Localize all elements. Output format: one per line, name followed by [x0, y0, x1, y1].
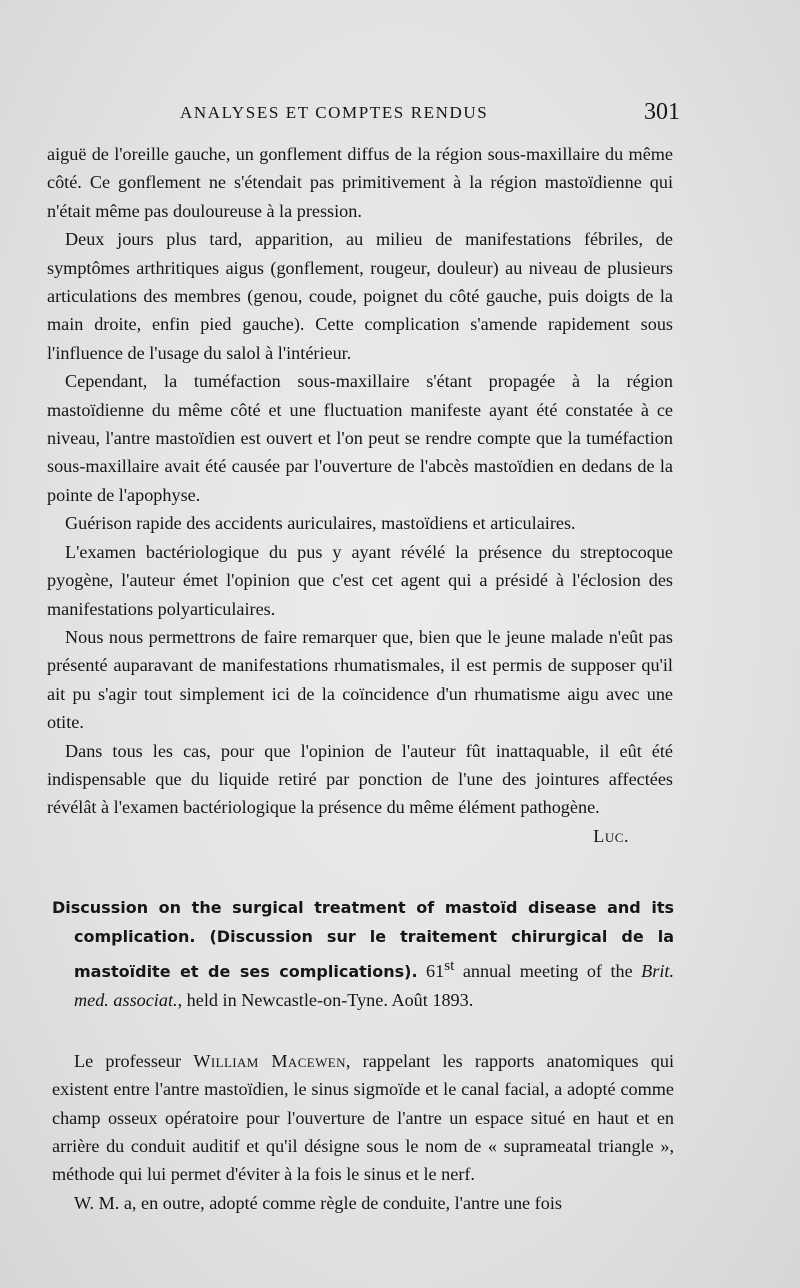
meeting-ordinal: st	[444, 956, 455, 974]
signature-line	[47, 822, 673, 850]
paragraph	[52, 1047, 674, 1189]
closing-paragraph	[47, 737, 673, 822]
paragraph-lead: Le professeur	[74, 1050, 182, 1071]
person-name: William Macewen	[193, 1050, 346, 1071]
meeting-text: annual meeting of the	[462, 960, 633, 981]
author-signature: Luc.	[593, 825, 629, 846]
page-header	[180, 99, 680, 133]
meeting-number: 61	[426, 960, 445, 981]
page-number: 301	[644, 99, 680, 125]
paragraph: Deux jours plus tard, apparition, au milieu de manifestations fébriles, de symptômes arthritiques aigus (gonflement, rougeur, douleur) au niveau de plusieurs articulations des membres (genou, coude, poignet du côté gauche, puis doigts de la main droite, enfin pied gauche). Cette complication s'amende rapidement sous l'influence de l'usage du salol à l'intérieur.	[47, 229, 673, 363]
paragraph: Cependant, la tuméfaction sous-maxillaire s'étant propagée à la région mastoïdienne du même côté et une fluctuation manifeste ayant été constatée à ce niveau, l'antre mastoïdien est ouvert et l'on peut se rendre compte que la tuméfaction sous-maxillaire avait été causée par l'ouverture de l'abcès mastoïdien en dedans de la pointe de l'apophyse.	[47, 371, 673, 505]
paragraph: Guérison rapide des accidents auriculaires, mastoïdiens et articulaires.	[65, 513, 576, 534]
reference-title: Discussion on the surgical treatment of mastoïd disease and its complication. (Discussion sur le traitement chirurgical de la mastoïdite et de ses complications).	[52, 898, 674, 981]
reference-heading	[52, 893, 674, 1015]
review-continuation	[47, 140, 673, 850]
running-title: ANALYSES ET COMPTES RENDUS	[180, 103, 489, 122]
paragraph: aiguë de l'oreille gauche, un gonflement diffus de la région sous-maxillaire du même côté. Ce gonflement ne s'étendait pas primitivement à la région mastoïdienne qui n'était même pas douloureuse à la pression.	[47, 144, 673, 221]
paragraph-text: , rappelant les rapports anatomiques qui existent entre l'antre mastoïdien, le sinus sigmoïde et le canal facial, a adopté comme champ osseux opératoire pour l'ouverture de l'antre un espace situé en haut et en arrière du conduit auditif et qu'il désigne sous le nom de « suprameatal triangle », méthode qui lui permet d'éviter à la fois le sinus et le nerf.	[52, 1050, 674, 1185]
review-body	[52, 1047, 674, 1217]
paragraph: Nous nous permettrons de faire remarquer que, bien que le jeune malade n'eût pas présenté auparavant de manifestations rhumatismales, il est permis de supposer qu'il ait pu s'agir tout simplement ici de la coïncidence d'un rhumatisme aigu avec une otite.	[47, 626, 673, 733]
meeting-place-date: , held in Newcastle-on-Tyne. Août 1893.	[177, 990, 474, 1011]
paragraph-text: Dans tous les cas, pour que l'opinion de l'auteur fût inattaquable, il eût été indispensable que du liquide retiré par ponction de l'une des jointures affectées révélât à l'examen bactériologique la présence du même élément pathogène.	[47, 740, 673, 818]
journal-name: Brit. med. associat.	[74, 960, 675, 1011]
paragraph: W. M. a, en outre, adopté comme règle de conduite, l'antre une fois	[74, 1192, 562, 1213]
paragraph: L'examen bactériologique du pus y ayant révélé la présence du streptocoque pyogène, l'auteur émet l'opinion que c'est cet agent qui a présidé à l'éclosion des manifestations polyarticulaires.	[47, 541, 673, 619]
review-entry	[52, 893, 674, 1217]
